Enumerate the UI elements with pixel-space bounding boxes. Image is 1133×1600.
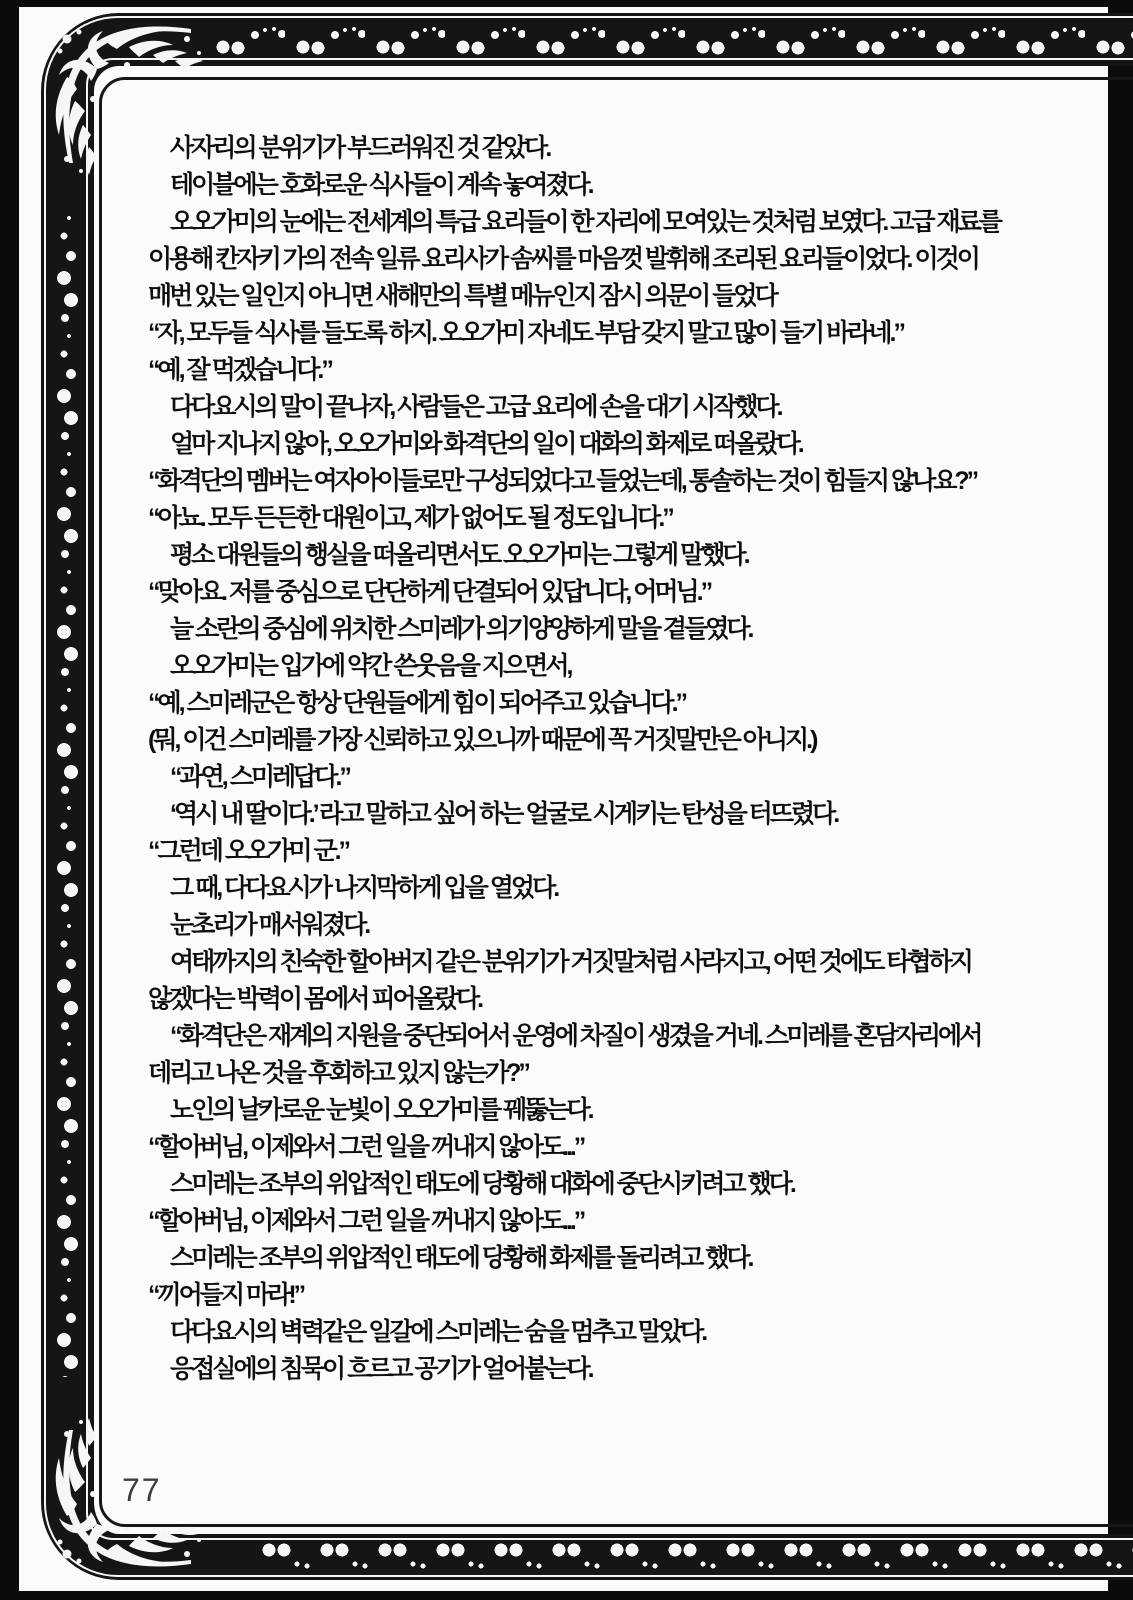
scan-edge-top bbox=[0, 0, 1133, 7]
text-line: “끼어들지 마라!” bbox=[148, 1281, 304, 1309]
text-line: 노인의 날카로운 눈빛이 오오가미를 꿰뚫는다. bbox=[148, 1096, 592, 1124]
text-line: “화격단의 멤버는 여자아이들로만 구성되었다고 들었는데, 통솔하는 것이 힘들지 않나요?” bbox=[148, 467, 977, 495]
text-line: 다다요시의 말이 끝나자, 사람들은 고급 요리에 손을 대기 시작했다. bbox=[148, 393, 781, 421]
text-line: 스미레는 조부의 위압적인 태도에 당황해 대화에 중단시키려고 했다. bbox=[148, 1170, 794, 1198]
text-line: “아뇨. 모두 든든한 대원이고, 제가 없어도 될 정도입니다.” bbox=[148, 504, 672, 532]
text-line: 다다요시의 벽력같은 일갈에 스미레는 숨을 멈추고 말았다. bbox=[148, 1318, 706, 1346]
text-line: (뭐, 이건 스미레를 가장 신뢰하고 있으니까 때문에 꼭 거짓말만은 아니지.) bbox=[148, 726, 816, 754]
page-number: 77 bbox=[122, 1472, 162, 1508]
dotted-band-bottom bbox=[255, 1538, 1133, 1576]
dotted-band-left bbox=[45, 212, 89, 1377]
scan-edge-left bbox=[0, 0, 19, 1600]
text-line: 응접실에의 침묵이 흐르고 공기가 얼어붙는다. bbox=[148, 1355, 592, 1383]
text-line: 이용해 칸자키 가의 전속 일류 요리사가 솜씨를 마음껏 발휘해 조리된 요리들이었다. 이것이 bbox=[148, 245, 978, 273]
text-line: 테이블에는 호화로운 식사들이 계속 놓여졌다. bbox=[148, 171, 592, 199]
scan-edge-bottom bbox=[0, 1591, 1133, 1600]
text-line: 데리고 나온 것을 후회하고 있지 않는가?” bbox=[148, 1059, 528, 1087]
text-line: “할아버님, 이제와서 그런 일을 꺼내지 않아도...” bbox=[148, 1133, 584, 1161]
text-line: ‘역시 내 딸이다.’ 라고 말하고 싶어 하는 얼굴로 시게키는 탄성을 터뜨렸다. bbox=[148, 800, 838, 828]
text-line: 그 때, 다다요시가 나지막하게 입을 열었다. bbox=[148, 874, 558, 902]
text-line: 얼마 지나지 않아, 오오가미와 화격단의 일이 대화의 화제로 떠올랐다. bbox=[148, 430, 802, 458]
text-line: 늘 소란의 중심에 위치한 스미레가 의기양양하게 말을 곁들였다. bbox=[148, 615, 752, 643]
text-line: 눈초리가 매서워졌다. bbox=[148, 911, 369, 939]
text-line: 매번 있는 일인지 아니면 새해만의 특별 메뉴인지 잠시 의문이 들었다 bbox=[148, 282, 776, 310]
text-line: 사자리의 분위기가 부드러워진 것 같았다. bbox=[148, 134, 550, 162]
dotted-band-top bbox=[205, 19, 1133, 63]
body-text bbox=[148, 130, 1133, 1388]
text-line: “그런데 오오가미 군.” bbox=[148, 837, 349, 865]
text-line: 오오가미의 눈에는 전세계의 특급 요리들이 한 자리에 모여있는 것처럼 보였다. 고급 재료를 bbox=[148, 208, 1000, 236]
text-line: 여태까지의 친숙한 할아버지 같은 분위기가 거짓말처럼 사라지고, 어떤 것에도 타협하지 bbox=[148, 948, 971, 976]
text-line: “자, 모두들 식사를 들도록 하지. 오오가미 자네도 부담 갖지 말고 많이 들기 바라네.” bbox=[148, 319, 903, 347]
text-line: “예, 잘 먹겠습니다.” bbox=[148, 356, 331, 384]
text-line: 오오가미는 입가에 약간 쓴웃음을 지으면서, bbox=[148, 652, 571, 680]
text-line: “화격단은 재계의 지원을 중단되어서 운영에 차질이 생겼을 거네. 스미레를 혼담자리에서 bbox=[148, 1022, 981, 1050]
text-line: 스미레는 조부의 위압적인 태도에 당황해 화제를 돌리려고 했다. bbox=[148, 1244, 752, 1272]
text-line: “과연, 스미레답다.” bbox=[148, 763, 349, 791]
text-line: 않겠다는 박력이 몸에서 피어올랐다. bbox=[148, 985, 482, 1013]
text-line: 평소 대원들의 행실을 떠올리면서도 오오가미는 그렇게 말했다. bbox=[148, 541, 748, 569]
text-line: “맞아요. 저를 중심으로 단단하게 단결되어 있답니다, 어머님.” bbox=[148, 578, 711, 606]
text-line: “할아버님, 이제와서 그런 일을 꺼내지 않아도...” bbox=[148, 1207, 584, 1235]
text-line: “예, 스미레군은 항상 단원들에게 힘이 되어주고 있습니다.” bbox=[148, 689, 686, 717]
